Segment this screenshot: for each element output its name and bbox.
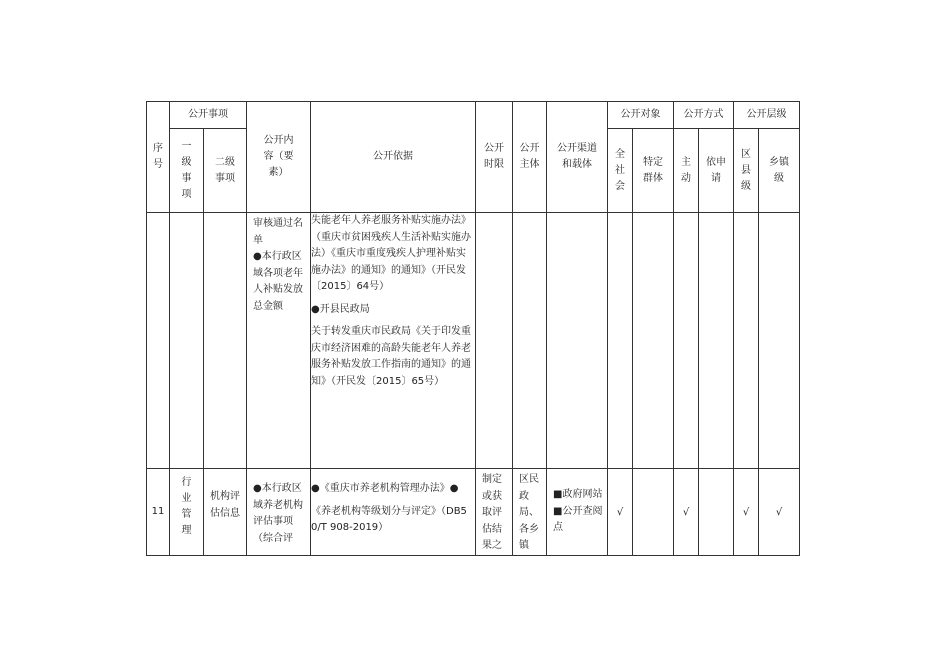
header-level-district: 区县级: [734, 129, 759, 213]
cell-method-active: [674, 213, 699, 469]
cell-level-township: [759, 213, 800, 469]
cell-time-limit: [476, 213, 513, 469]
basis-paragraph: 失能老年人养老服务补贴实施办法》（重庆市贫困残疾人生活补贴实施办法）《重庆市重度残疾人护理补贴实施办法》的通知》的通知》（开民发〔2015〕64号）: [311, 215, 471, 292]
header-level-group: 公开层级: [734, 102, 800, 129]
cell-seq: 11: [147, 469, 170, 556]
cell-time-limit: 制定或获取评估结果之: [476, 469, 513, 556]
header-method-active: 主动: [674, 129, 699, 213]
cell-seq: [147, 213, 170, 469]
cell-content: [247, 213, 311, 469]
cell-channel: ■政府网站 ■公开查阅点: [547, 469, 608, 556]
checkmark: √: [616, 506, 624, 518]
cell-content: [247, 469, 311, 556]
table-row: [147, 469, 800, 556]
cell-level-district: [734, 213, 759, 469]
cell-level-district: [734, 469, 759, 556]
header-method-group: 公开方式: [674, 102, 734, 129]
cell-level-township: [759, 469, 800, 556]
cell-method-active: [674, 469, 699, 556]
header-content: 公开内容（要素）: [247, 102, 311, 213]
checkmark: √: [775, 506, 783, 518]
basis-paragraph: ●开县民政局: [311, 303, 370, 315]
header-items-group: 公开事项: [170, 102, 247, 129]
header-subject: 公开主体: [513, 102, 547, 213]
checkmark: √: [682, 506, 690, 518]
header-channel: 公开渠道和载体: [547, 102, 608, 213]
cell-level2: 机构评估信息: [204, 469, 247, 556]
cell-level1: [170, 213, 204, 469]
disclosure-table: [146, 101, 800, 556]
cell-target-specific: [633, 469, 674, 556]
cell-target-specific: [633, 213, 674, 469]
header-target-group: 公开对象: [608, 102, 674, 129]
basis-paragraph: 关于转发重庆市民政局《关于印发重庆市经济困难的高龄失能老年人养老服务补贴发放工作指南的通知》的通知》（开民发〔2015〕65号）: [311, 326, 471, 387]
cell-target-all: [608, 213, 633, 469]
checkmark: √: [742, 506, 750, 518]
cell-method-request: [699, 213, 734, 469]
cell-basis: [311, 469, 476, 556]
cell-subject: 区民政局、各乡镇: [513, 469, 547, 556]
header-target-all: 全社会: [608, 129, 633, 213]
table-row: [147, 213, 800, 469]
cell-subject: [513, 213, 547, 469]
content-line: 审核通过名单: [253, 218, 303, 246]
cell-channel: [547, 213, 608, 469]
basis-paragraph: 《养老机构等级划分与评定》（DB50/T 908-2019）: [311, 505, 467, 533]
header-row-1: [147, 102, 800, 129]
header-target-specific: 特定群体: [633, 129, 674, 213]
header-time-limit: 公开时限: [476, 102, 513, 213]
cell-level2: [204, 213, 247, 469]
header-seq: 序号: [147, 102, 170, 213]
header-level-township: 乡镇级: [759, 129, 800, 213]
content-line: ●本行政区域各项老年人补贴发放总金额: [253, 251, 303, 312]
cell-basis: [311, 213, 476, 469]
basis-paragraph: ●《重庆市养老机构管理办法》●: [311, 483, 459, 494]
header-level2: 二级事项: [204, 129, 247, 213]
cell-level1: 行业管理: [170, 469, 204, 556]
header-method-request: 依申请: [699, 129, 734, 213]
cell-target-all: [608, 469, 633, 556]
content-line: ●本行政区域养老机构评估事项（综合评: [253, 483, 303, 544]
cell-method-request: [699, 469, 734, 556]
header-level1: 一级事项: [170, 129, 204, 213]
header-basis: 公开依据: [311, 102, 476, 213]
